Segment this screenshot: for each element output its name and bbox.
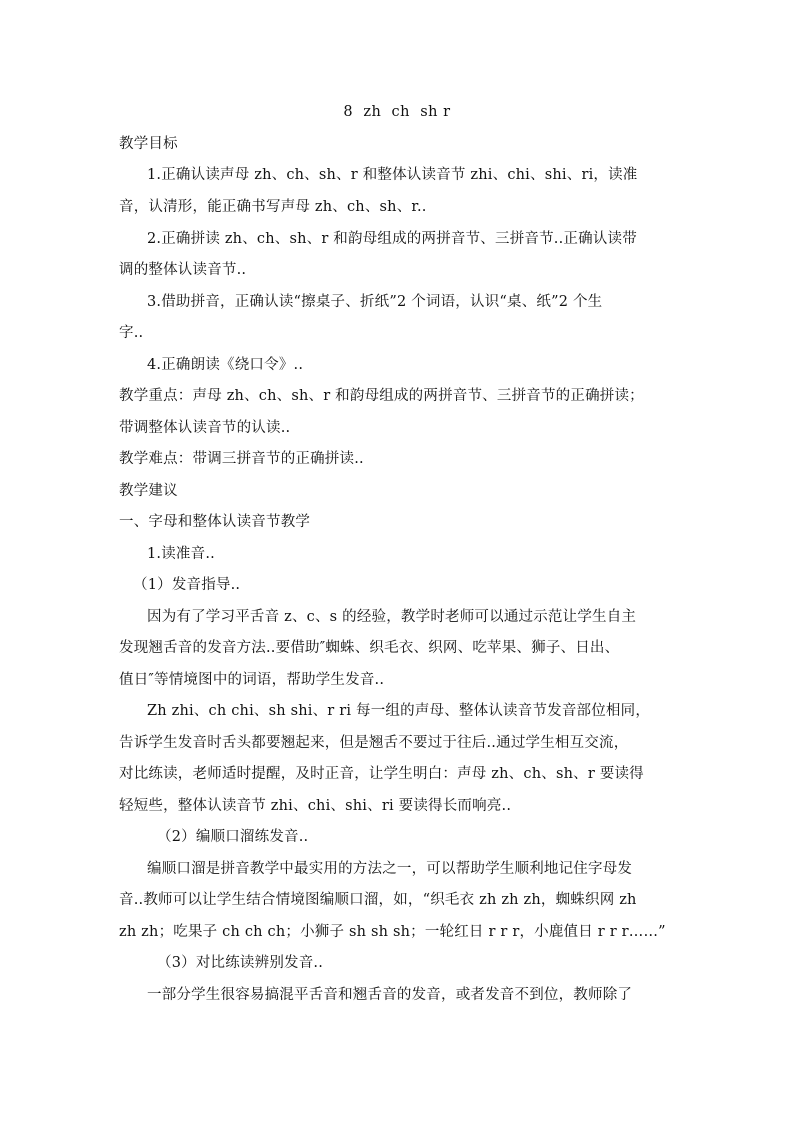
- section-heading-suggestions: 教学建议: [119, 483, 178, 499]
- paragraph-line: 1.读准音..: [147, 546, 215, 562]
- paragraph-line: （1）发音指导..: [133, 577, 241, 593]
- paragraph-line: 因为有了学习平舌音 z、c、s 的经验，教学时老师可以通过示范让学生自主: [147, 609, 637, 625]
- paragraph-line: 音..教师可以让学生结合情境图编顺口溜，如，“织毛衣 zh zh zh，蜘蛛织网 zh: [119, 892, 637, 908]
- subsection-heading: 一、字母和整体认读音节教学: [119, 514, 311, 530]
- paragraph-line: 轻短些，整体认读音节 zhi、chi、shi、ri 要读得长而响亮..: [119, 798, 512, 814]
- paragraph-line: 调的整体认读音节..: [119, 262, 247, 278]
- paragraph-line: 1.正确认读声母 zh、ch、sh、r 和整体认读音节 zhi、chi、shi、ri，读准: [147, 167, 638, 183]
- paragraph-line: （2）编顺口溜练发音..: [157, 829, 309, 845]
- paragraph-line: 告诉学生发音时舌头都要翘起来，但是翘舌不要过于往后..通过学生相互交流，: [119, 735, 629, 751]
- difficulty-line: 教学难点：带调三拼音节的正确拼读..: [119, 451, 364, 467]
- paragraph-line: Zh zhi、ch chi、sh shi、r ri 每一组的声母、整体认读音节发音部位相同，: [147, 703, 651, 719]
- paragraph-line: 值日″等情境图中的词语，帮助学生发音..: [119, 672, 385, 688]
- key-points-line: 带调整体认读音节的认读..: [119, 420, 291, 436]
- key-points-line: 教学重点：声母 zh、ch、sh、r 和韵母组成的两拼音节、三拼音节的正确拼读；: [119, 388, 644, 404]
- paragraph-line: 字..: [119, 325, 144, 341]
- paragraph-line: 发现翘舌音的发音方法..要借助″蜘蛛、织毛衣、织网、吃苹果、狮子、日出、: [119, 640, 620, 656]
- paragraph-line: 2.正确拼读 zh、ch、sh、r 和韵母组成的两拼音节、三拼音节..正确认读带: [147, 231, 637, 247]
- document-title: 8 zh ch sh r: [343, 104, 451, 120]
- paragraph-line: 4.正确朗读《绕口令》..: [147, 357, 304, 373]
- paragraph-line: 编顺口溜是拼音教学中最实用的方法之一，可以帮助学生顺利地记住字母发: [147, 861, 633, 877]
- paragraph-line: 音，认清形，能正确书写声母 zh、ch、sh、r..: [119, 199, 427, 215]
- section-heading-teaching-goals: 教学目标: [119, 136, 178, 152]
- paragraph-line: （3）对比练读辨别发音..: [157, 955, 324, 971]
- paragraph-line: zh zh；吃果子 ch ch ch；小狮子 sh sh sh；一轮红日 r r r，小鹿值日 r r r……”: [119, 924, 666, 940]
- paragraph-line: 一部分学生很容易搞混平舌音和翘舌音的发音，或者发音不到位，教师除了: [147, 987, 633, 1003]
- paragraph-line: 对比练读，老师适时提醒，及时正音，让学生明白：声母 zh、ch、sh、r 要读得: [119, 766, 644, 782]
- paragraph-line: 3.借助拼音，正确认读“擦桌子、折纸”2 个词语，认识“桌、纸”2 个生: [147, 294, 603, 310]
